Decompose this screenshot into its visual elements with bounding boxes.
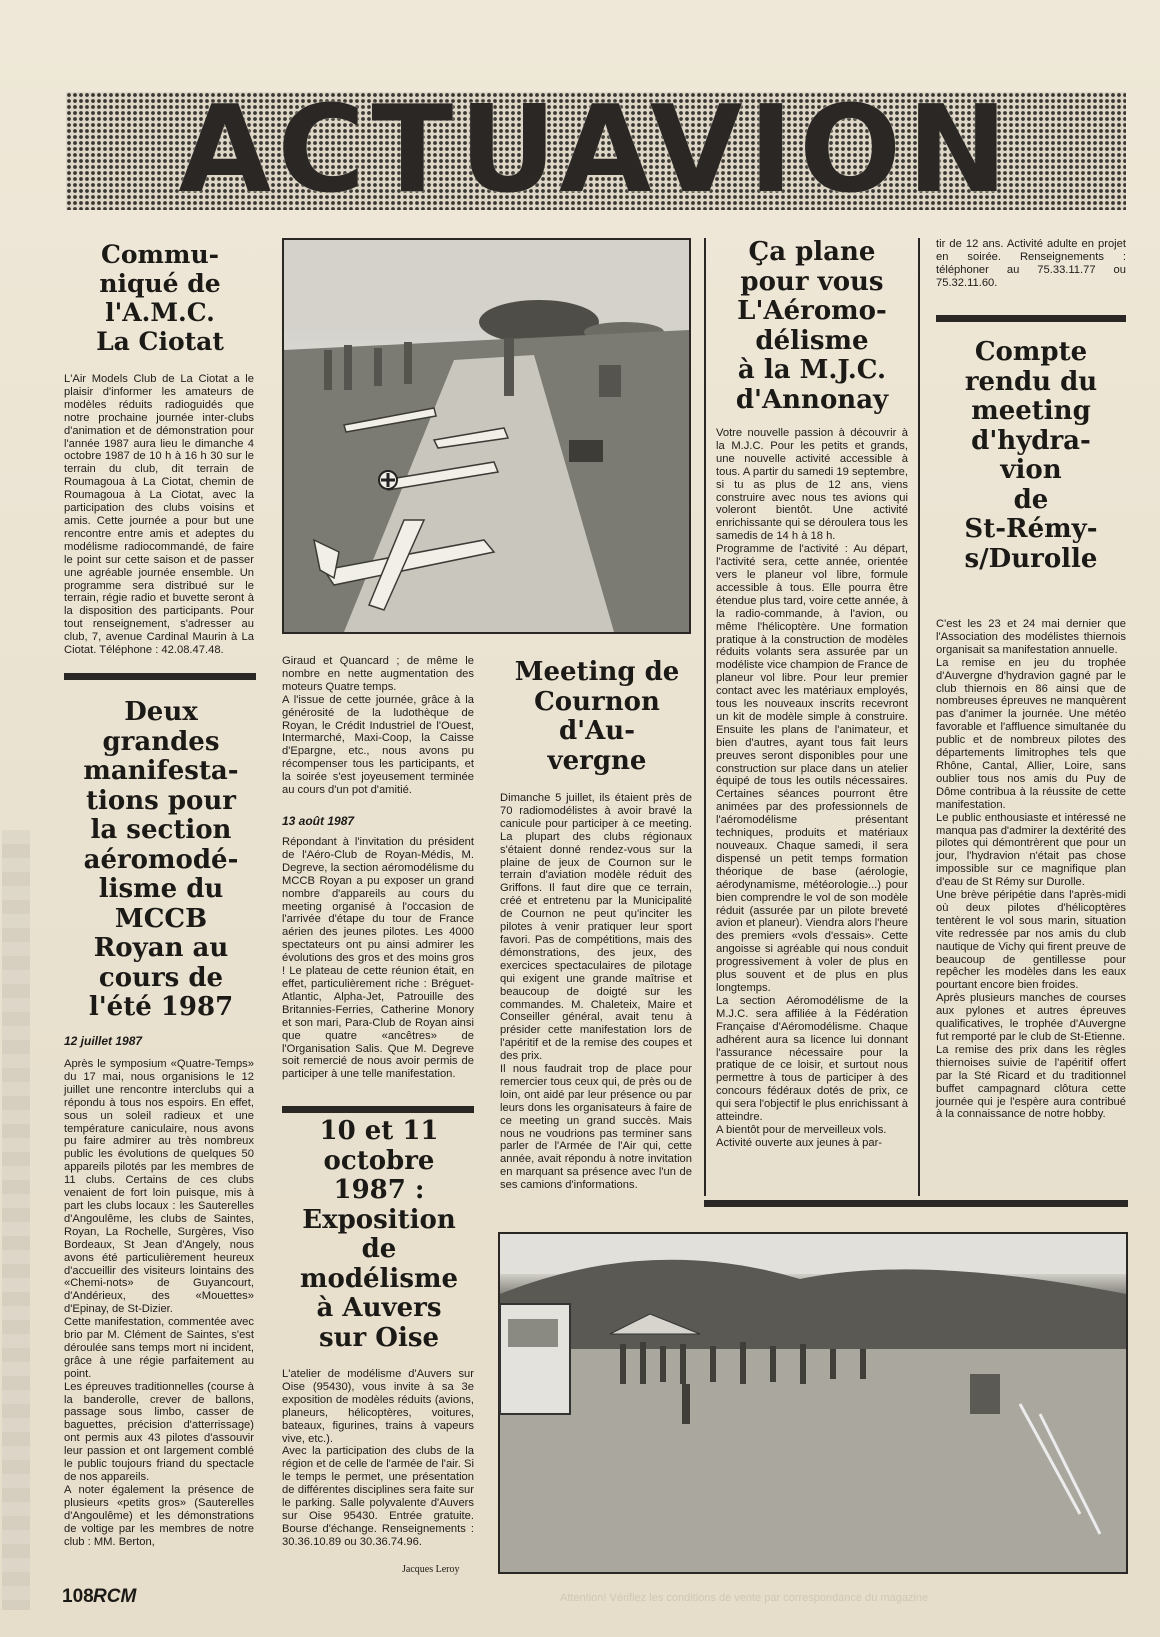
cournon-title: Meeting de Cournon d'Au- vergne (514, 657, 680, 776)
amc-title: Commu- niqué de l'A.M.C. La Ciotat (96, 240, 224, 356)
footer-faint-text: Attention! Vérifiez les conditions de vente par correspondance du magazine (560, 1592, 929, 1604)
auvers-signature: Jacques Leroy (402, 1564, 460, 1575)
separator-rule (936, 315, 1126, 322)
column-divider (918, 238, 920, 1196)
separator-rule (282, 1106, 474, 1113)
photo-meeting-field (498, 1232, 1128, 1574)
royan-body-part2: Giraud et Quancard ; de même le nombre en nette augmentation des moteurs Quatre temps. A l'issue de cette journée, grâce à la générosité de la ludothèque de Royan, le Crédit Industriel de l'Ouest, Intermarché, Maxi-Coop, la Caisse d'Epargne, etc., nous avons pu récompenser tous les participants, et la soirée s'est joyeusement terminée au cours d'un pot d'amitié. (282, 655, 474, 797)
annonay-title: Ça plane pour vous L'Aéromo- délisme à la M.J.C. d'Annonay (735, 237, 889, 415)
photo-model-airplanes (282, 238, 691, 634)
annonay-body: Votre nouvelle passion à découvrir à la M.J.C. Pour les petits et grands, une nouvelle activité accessible à tous. A partir du samedi 19 septembre, si tu as plus de 12 ans, viens construire avec nous tes avions qui voleront bientôt. Une activité enrichissante qui se déroulera tous les samedis de 14 h à 18 h. Programme de l'activité : Au départ, l'activité sera, cette année, orientée vers le planeur vol libre, formule accessible à tous. Elle pourra être étendue plus tard, voire cette année, à la radio-commande, à l'avion, ou même l'hélicoptère. Une formation pratique à la construction de modèles réduits volants sera assurée par un modéliste vice champion de France de planeur vol libre. Pour leur premier contact avec les matériaux employés, tous les nouveaux inscrits recevront un kit de modèle simple à construire. Ensuite les plans de l'animateur, et bien d'autres, ayant tous fait leurs preuves seront disponibles pour une construction sur place dans un atelier équipé de tous les outils nécessaires. Certaines séances pourront être animées par des professionnels de l'aéromodélisme présentant techniques, produits et matériaux nouveaux. Chaque samedi, il sera dispensé un petit temps formation théorique de base (aérologie, aérodynamisme, météorologie...) pour bien comprendre le vol de son modèle réduit (assurée par un pilote breveté avion et planeur). Viendra alors l'heure des premiers «vols d'essais». Cette angoisse si agréable qui nous conduit progressivement à voler de plus en plus souvent et de plus en plus longtemps. La section Aéromodélisme de la M.J.C. sera affiliée à la Fédération Française d'Aéromodélisme. Chaque adhérent aura sa licence lui donnant l'assurance nécessaire pour la pratique de ce loisir, et surtout nous permettre à tous de participer à des concours fédéraux dotés de prix, ce qui sera l'objectif le plus enrichissant à atteindre. A bientôt pour de merveilleux vols. Activité ouverte aux jeunes à par- (716, 427, 908, 1149)
royan-title: Deux grandes manifesta- tions pour la section aéromodé- lisme du MCCB Royan au cours de l'été 1987 (83, 697, 239, 1022)
column-divider (704, 238, 706, 1196)
banner-title: ACTUAVION (178, 81, 1014, 220)
side-edge-strip (2, 830, 30, 1610)
royan-date-august: 13 août 1987 (282, 814, 355, 828)
magazine-logo: RCM (93, 1586, 137, 1607)
separator-rule (64, 673, 256, 680)
photo-model-airplanes-graphic (284, 240, 689, 632)
page-number: 108 (62, 1586, 94, 1607)
royan-body-part1: Après le symposium «Quatre-Temps» du 17 mai, nous organisions le 12 juillet une rencontre interclubs qui a répondu à tous nos espoirs. En effet, sous un soleil radieux et une température caniculaire, nous avons pu faire admirer au très nombreux public les évolutions de quelques 50 appareils pilotés par les membres de 11 clubs. Certains de ces clubs venaient de fort loin puisque, mis à part les clubs locaux : les Sauterelles d'Angoulême, les clubs de Saintes, Royan, La Rochelle, Surgères, Viso Bordeaux, St Jean d'Angely, nous avons été particulièrement heureux d'accueillir des visiteurs lointains des «Chemi-nots» de Guyancourt, d'Andérieux, des «Mouettes» d'Epinay, de St-Dizier. Cette manifestation, commentée avec brio par M. Clément de Saintes, s'est déroulée sans temps mort ni incident, grâce à une régie parfaitement au point. Les épreuves traditionnelles (course à la banderolle, crever de ballons, passage sous limbo, casser de baguettes, précision d'atterrissage) ont permis aux 43 pilotes d'assouvir leur passion et ont largement comblé le public toujours friand du spectacle de nos appareils. A noter également la présence de plusieurs «petits gros» (Sauterelles d'Angoulême) et les démonstrations de voltige par les membres de notre club : MM. Berton, (64, 1058, 254, 1548)
photo-meeting-field-graphic (500, 1234, 1126, 1572)
stremy-title: Compte rendu du meeting d'hydra- vion de St-Rémy- s/Durolle (964, 337, 1098, 574)
auvers-body: L'atelier de modélisme d'Auvers sur Oise (95430), vous invite à sa 3e exposition de modèles réduits (avions, planeurs, hélicoptères, voitures, bateaux, figurines, trains à vapeurs vive, etc.). Avec la participation des clubs de la région et de celle de l'armée de l'air. Si le temps le permet, une présentation de différentes disciplines sera faite sur le parking. Salle polyvalente d'Auvers sur Oise 95430. Entrée gratuite. Bourse d'échange. Renseignements : 30.36.10.89 ou 30.36.74.96. (282, 1368, 474, 1548)
annonay-body-continued: tir de 12 ans. Activité adulte en projet en soirée. Renseignements : téléphoner au 75.33.11.77 ou 75.32.11.60. (936, 238, 1126, 289)
section-banner (66, 81, 1126, 220)
auvers-title: 10 et 11 octobre 1987 : Exposition de modélisme à Auvers sur Oise (299, 1116, 459, 1353)
royan-body-part3: Répondant à l'invitation du président de l'Aéro-Club de Royan-Médis, M. Degreve, la section aéromodélisme du MCCB Royan a pu exposer un grand nombre d'appareils au cours du meeting organisé à l'occasion de l'arrivée d'étape du tour de France aérien des jeunes pilotes. Les 4000 spectateurs ont pu ainsi admirer les évolutions des gros et des moins gros ! Le plateau de cette réunion était, en effet, particulièrement riche : Bréguet-Atlantic, Alpha-Jet, Patrouille des Britannies-Ferries, Catherine Monory et son mari, Para-Club de Royan ainsi que quatre «ancêtres» de l'Organisation Salis. Que M. Degreve soit remercié de nous avoir permis de participer à une telle manifestation. (282, 836, 474, 1081)
amc-body: L'Air Models Club de La Ciotat a le plaisir d'informer les amateurs de modèles réduits radioguidés que notre prochaine journée inter-clubs d'animation et de démonstration pour l'année 1987 aura lieu le dimanche 4 octobre 1987 de 10 h à 16 h 30 sur le terrain du club, dit terrain de Roumagoua à La Ciotat, chemin de Roumagoua à La Ciotat, avec la participation des clubs voisins et amis. Cette journée a pour but une rencontre entre amis et adeptes du modélisme radiocommandé, de faire le point sur cette saison et de passer une agréable journée ensemble. Un programme sera distribué sur le terrain, régie radio et buvette seront à la disposition des participants. Pour tout renseignement, s'adresser au club, 7, avenue Cardinal Maurin à La Ciotat. Téléphone : 42.08.47.48. (64, 373, 254, 657)
stremy-body: C'est les 23 et 24 mai dernier que l'Association des modélistes thiernois organisait sa manifestation annuelle. La remise en jeu du trophée d'Auvergne d'hydravion gagné par le club thiernois en 86 ainsi que de nombreuses épreuves ne manquèrent pas d'animer la journée. Une météo favorable et l'affluence simultanée du public et de nombreux pilotes des départements limitrophes tels que Rhône, Cantal, Allier, Loire, sans oublier tous nos amis du Puy de Dôme contribua à la réussite de cette manifestation. Le public enthousiaste et intéressé ne manqua pas d'admirer la dextérité des pilotes qui démontrèrent que pour un jour, l'hydravion n'était pas chose impossible sur ce magnifique plan d'eau de St Rémy sur Durolle. Une brève péripétie dans l'après-midi où deux pilotes d'hélicoptères tentèrent le vol sous marin, situation vite redressée par nos amis du club nautique de Vichy qui firent preuve de beaucoup de gentillesse pour repêcher les modèles dans les eaux pourtant encore bien froides. Après plusieurs manches de courses aux pylones et autres épreuves qualificatives, le trophée d'Auvergne fut remporté par le club de St-Etienne. La remise des prix dans les règles thiernoises suivie de l'apéritif offert par la Sté Ricard et du traditionnel buffet campagnard clôtura cette journée qui je l'espère aura contribué à la connaissance de notre hobby. (936, 618, 1126, 1121)
royan-date-july: 12 juillet 1987 (64, 1034, 143, 1048)
separator-rule (704, 1200, 1128, 1207)
cournon-body: Dimanche 5 juillet, ils étaient près de 70 radiomodélistes à avoir bravé la canicule pour participer à ce meeting. La plupart des clubs régionaux s'étaient donné rendez-vous sur la plaine de jeux de Cournon sur le terrain d'aviation modèle réduit des Griffons. Il faut dire que ce terrain, créé et entretenu par la Municipalité de Cournon ne peut qu'inciter les pilotes à venir pratiquer leur sport favori. Pas de compétitions, mais des démonstrations, des jeux, des exercices spectaculaires de pilotage qui exigent une grande maîtrise et beaucoup de doigté sur les commandes. M. Chaleteix, Maire et Conseiller général, avait tenu à présider cette manifestation lors de l'apéritif et de la remise des coupes et des prix. Il nous faudrait trop de place pour remercier tous ceux qui, de près ou de loin, ont aidé par leur présence ou par leurs dons les organisateurs à faire de ce meeting un grand succès. Mais nous ne voudrions pas terminer sans parler de l'Armée de l'Air qui, cette année, avait répondu à notre invitation en marquant sa présence avec l'un de ses camions d'informations. (500, 792, 692, 1192)
